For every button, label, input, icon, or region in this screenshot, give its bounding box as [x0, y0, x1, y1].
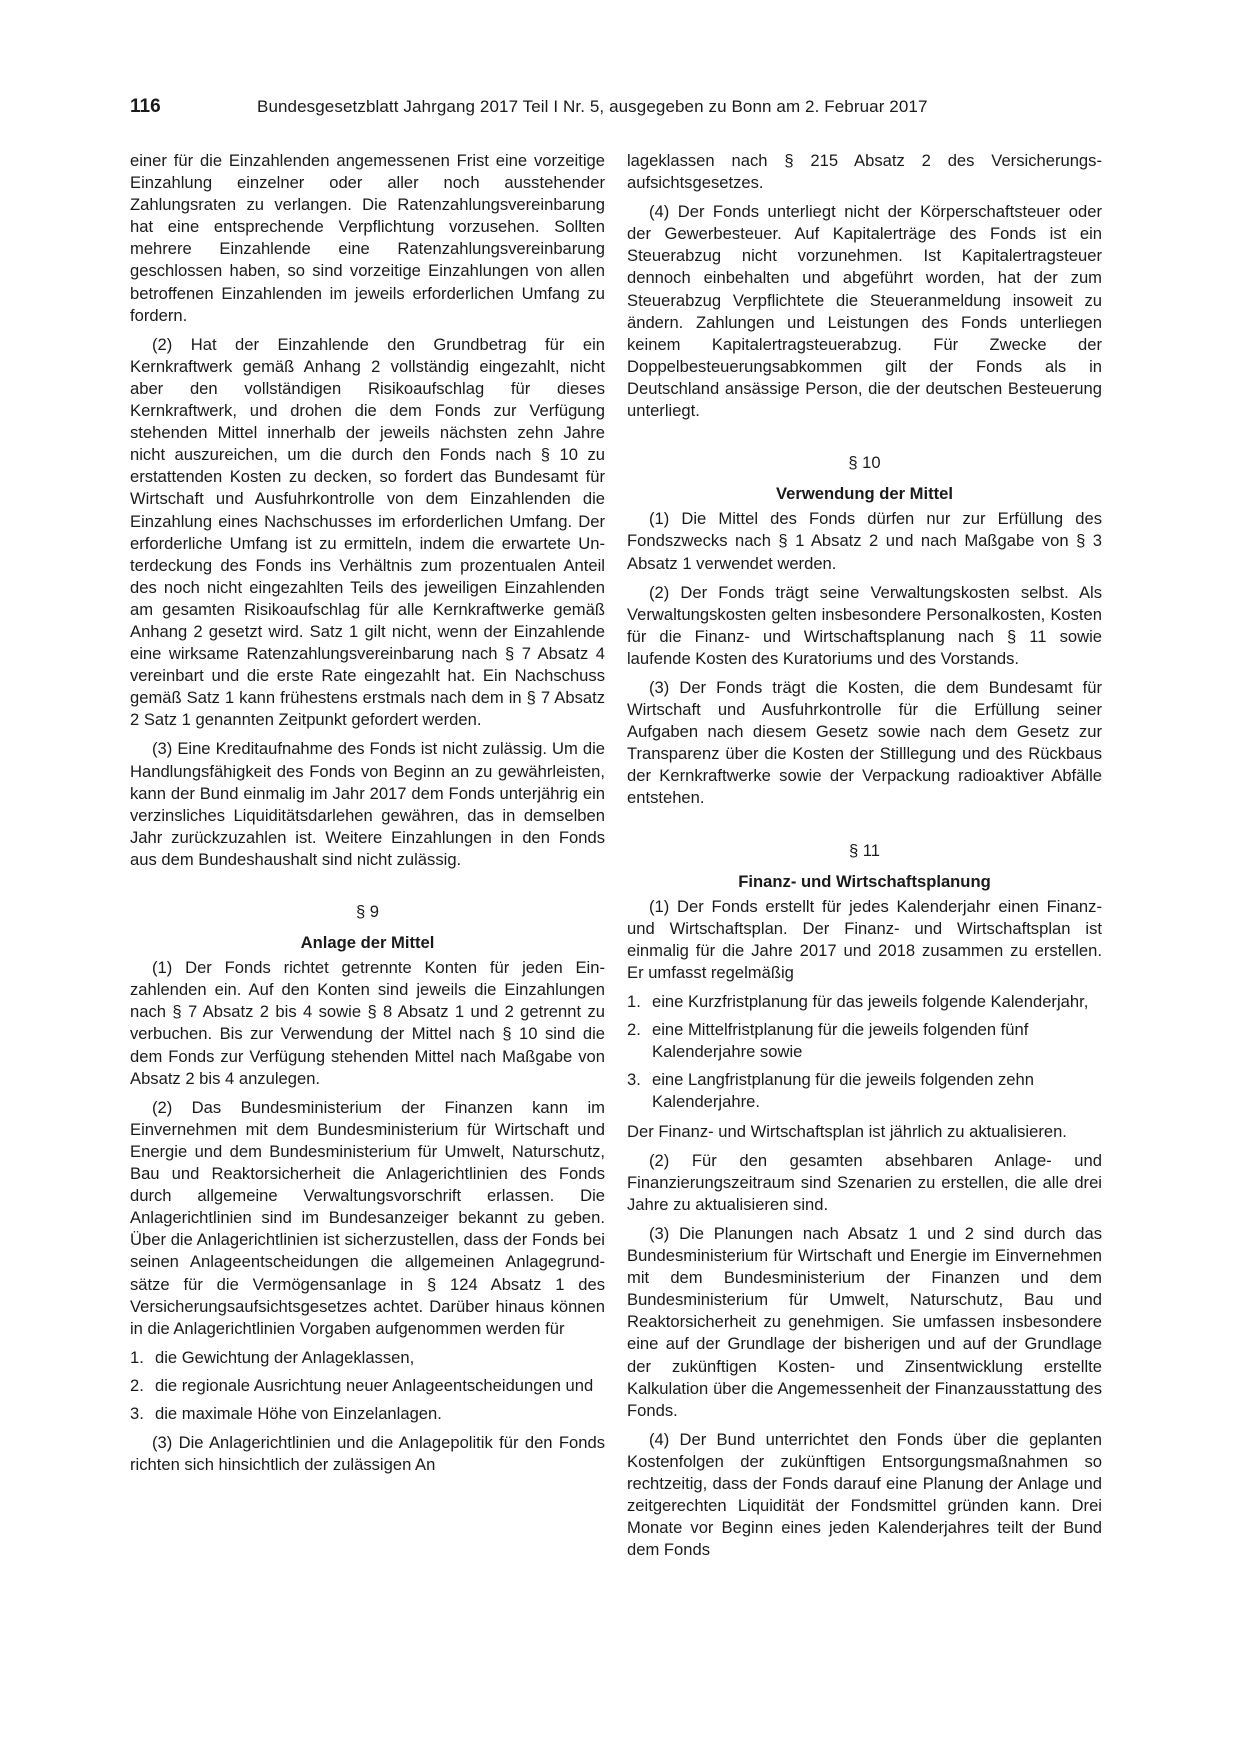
paragraph-11-1: (1) Der Fonds erstellt für jedes Kalenderjahr einen Finanz- und Wirtschaftsplan. Der Finanz- und Wirtschaftsplan ist einmalig für die Jahre 2017 und 2018 zusammen zu erstellen. Er umfasst regelmäßig: [627, 896, 1102, 982]
paragraph-10-1: (1) Die Mittel des Fonds dürfen nur zur Erfüllung des Fondszwecks nach § 1 Absatz 2 und nach Maßgabe von § 3 Absatz 1 verwendet werden.: [627, 509, 1102, 573]
paragraph-9-1: (1) Der Fonds richtet getrennte Konten für jeden Einzahlenden ein. Auf den Konten sind jeweils die Einzahlungen nach § 7 Absatz 2 bis 4 sowie § 8 Absatz 1 und 2 getrennt zu verbuchen. Bis zur Verwendung der Mittel nach § 10 sind die dem Fonds zur Verfügung stehenden Mittel nach Maßgabe von Absatz 2 bis 4 anzulegen.: [130, 958, 605, 1088]
paragraph-10-3: (3) Der Fonds trägt die Kosten, die dem Bundesamt für Wirtschaft und Ausfuhrkontrolle für die Erfüllung seiner Aufgaben nach diesem Gesetz sowie nach dem Gesetz zur Transparenz über die Kosten der Stilllegung und des Rückbaus der Kernkraftwerke sowie der Verpackung radioaktiver Abfälle entstehen.: [627, 677, 1102, 808]
list-item: [627, 1019, 1102, 1063]
list-item-number: 1.: [627, 992, 641, 1012]
list-item-text: eine Kurzfristplanung für das jeweils folgende Kalenderjahr,: [652, 992, 1089, 1012]
paragraph-9-2: (2) Das Bundesministerium der Finanzen kann im Einvernehmen mit dem Bundesministerium für Wirtschaft und Energie und dem Bundesministerium für Umwelt, Naturschutz, Bau und Reaktorsicherheit die Anlagerichtlinien des Fonds durch allgemeine Verwaltungsvorschrift erlassen. Die Anlagerichtlinien sind im Bundesanzeiger bekannt zu geben. Über die Anlagerichtlinien ist sicherzustellen, dass der Fonds bei seinen Anlageentscheidungen die allgemeinen Anlagegrundsätze für die Vermögensanlage in § 124 Absatz 1 des Versicherungsaufsichtsgesetzes achtet. Darüber hinaus können in die Anlagerichtlinien Vorgaben aufgenommen werden für: [130, 1097, 605, 1338]
paragraph-11-4: (4) Der Bund unterrichtet den Fonds über die geplanten Kostenfolgen der zukünftigen Entsorgungsmaßnahmen so rechtzeitig, dass der Fonds darauf eine Planung der Anlage und zeitgerechten Liquidität der Fondsmittel gründen kann. Drei Monate vor Beginn eines jeden Kalenderjahres teilt der Bund dem Fonds: [627, 1429, 1102, 1560]
list-item-text: die Gewichtung der Anlageklassen,: [155, 1347, 415, 1367]
section-9-number: § 9: [355, 902, 380, 921]
section-11-title: Finanz- und Wirtschaftsplanung: [738, 871, 991, 891]
running-head: Bundesgesetzblatt Jahrgang 2017 Teil I Nr. 5, ausgegeben zu Bonn am 2. Februar 2017: [257, 97, 928, 116]
list-item-text: die regionale Ausrichtung neuer Anlageentscheidungen und: [155, 1375, 594, 1395]
left-column: [130, 150, 605, 1483]
list-9: [130, 1347, 605, 1425]
list-item-number: 3.: [627, 1070, 641, 1090]
list-item: [130, 1403, 605, 1425]
paragraph-9-4: (4) Der Fonds unterliegt nicht der Körperschaftsteuer oder der Gewerbesteuer. Auf Kapitalerträge des Fonds ist ein Steuerabzug nicht vorzunehmen. Ist Kapitalertragsteuer dennoch einbehalten und abgeführt worden, hat der zum Steuerabzug Verpflichtete die Steueranmeldung insoweit zu ändern. Zahlungen und Leistungen des Fonds unterliegen keinem Kapitalertragsteuerabzug. Für Zwecke der Doppelbesteuerungsabkommen gilt der Fonds als in Deutschland ansässige Person, die der deutschen Besteuerung unterliegt.: [627, 202, 1102, 421]
list-item: [627, 1069, 1102, 1113]
section-9-title: Anlage der Mittel: [300, 933, 435, 953]
paragraph-8-3: (3) Eine Kreditaufnahme des Fonds ist nicht zulässig. Um die Handlungsfähigkeit des Fonds von Beginn an zu gewährleisten, kann der Bund einmalig im Jahr 2017 dem Fonds unterjährig ein verzinsliches Liquiditätsdarlehen gewähren, das in demselben Jahr zurückzuzahlen ist. Weitere Einzahlungen in den Fonds aus dem Bundeshaushalt sind nicht zulässig.: [130, 739, 605, 869]
list-item-text: eine Mittelfristplanung für die jeweils folgenden fünf Kalenderjahre sowie: [652, 1020, 1029, 1062]
list-item: [627, 991, 1102, 1013]
paragraph-10-2: (2) Der Fonds trägt seine Verwaltungskosten selbst. Als Verwaltungskosten gelten insbesondere Personalkosten, Kosten für die Finanz- und Wirtschaftsplanung nach § 11 sowie laufende Kosten des Kuratoriums und des Vorstands.: [627, 582, 1102, 668]
right-column: [627, 150, 1102, 1568]
list-item-number: 2.: [627, 1020, 641, 1040]
paragraph-continued: einer für die Einzahlenden angemessenen Frist eine vorzeitige Einzahlung einzelner oder aller noch ausstehender Zahlungsraten zu verlangen. Die Ratenzahlungsvereinbarung hat eine entsprechende Verpflichtung vorzusehen. Sollten mehrere Einzahlende eine Ratenzahlungsvereinbarung geschlossen haben, so sind vorzeitige Einzahlungen von allen betroffenen Einzahlenden im jeweils erforderlichen Umfang zu fordern.: [130, 151, 605, 325]
paragraph-9-3: (3) Die Anlagerichtlinien und die Anlagepolitik für den Fonds richten sich hinsichtlich der zulässigen An: [130, 1433, 605, 1475]
paragraph-11-2: (2) Für den gesamten absehbaren Anlage- und Finanzierungszeitraum sind Szenarien zu erstellen, die alle drei Jahre zu aktualisieren sind.: [627, 1150, 1102, 1214]
section-11-number: § 11: [848, 840, 881, 860]
section-10-number: § 10: [848, 453, 881, 473]
page-header: [130, 96, 1100, 126]
paragraph-11-3: (3) Die Planungen nach Absatz 1 und 2 sind durch das Bundesministerium für Wirtschaft und Energie im Einvernehmen mit dem Bundesministerium der Finanzen und dem Bundesministerium für Umwelt, Naturschutz, Bau und Reaktorsicherheit zu genehmigen. Sie umfassen insbesondere eine auf der Grundlage der bisherigen und auf der Grundlage der zukünftigen Kosten- und Zinsentwicklung erstellte Kalkulation über die Angemessenheit der Finanzausstattung des Fonds.: [627, 1223, 1102, 1420]
list-11: [627, 991, 1102, 1113]
list-item-number: 1.: [130, 1347, 144, 1367]
list-item-text: die maximale Höhe von Einzelanlagen.: [155, 1403, 442, 1423]
list-item-number: 2.: [130, 1375, 144, 1395]
list-item: [130, 1375, 605, 1397]
paragraph-8-2: (2) Hat der Einzahlende den Grundbetrag für ein Kernkraftwerk gemäß Anhang 2 vollständig eingezahlt, nicht aber den vollständigen Risikoaufschlag für dieses Kernkraftwerk, und drohen die dem Fonds zur Verfügung stehenden Mittel innerhalb der jeweils nächsten zehn Jahre nicht auszureichen, um die durch den Fonds nach § 10 zu erstattenden Kosten zu decken, so fordert das Bundesamt für Wirtschaft und Ausfuhrkontrolle von dem Einzahlenden die Einzahlung eines Nachschusses im erforderlichen Umfang. Der erforderliche Umfang ist zu ermitteln, indem die erwartete Unterdeckung des Fonds ins Verhältnis zum prozentualen Anteil des noch nicht eingezahlten Teils des jeweiligen Einzahlenden am gesamten Risikoaufschlag für alle Kernkraftwerke gemäß Anhang 2 gesetzt wird. Satz 1 gilt nicht, wenn der Einzahlende eine wirksame Ratenzahlungsvereinbarung nach § 7 Absatz 4 vereinbart und die erste Rate eingezahlt hat. Ein Nachschuss gemäß Satz 1 kann frühestens erstmals nach dem in § 7 Absatz 2 Satz 1 genannten Zeitpunkt gefordert werden.: [130, 334, 605, 730]
paragraph-11-1-continued: Der Finanz- und Wirtschaftsplan ist jährlich zu aktualisieren.: [627, 1121, 1067, 1141]
section-10-title: Verwendung der Mittel: [775, 484, 954, 504]
list-item-number: 3.: [130, 1403, 144, 1423]
list-item-text: eine Langfristplanung für die jeweils folgenden zehn Kalenderjahre.: [652, 1070, 1034, 1112]
list-item: [130, 1347, 605, 1369]
page-number: 116: [130, 96, 161, 117]
paragraph-continued: lageklassen nach § 215 Absatz 2 des Versicherungsaufsichtsgesetzes.: [627, 151, 1102, 193]
